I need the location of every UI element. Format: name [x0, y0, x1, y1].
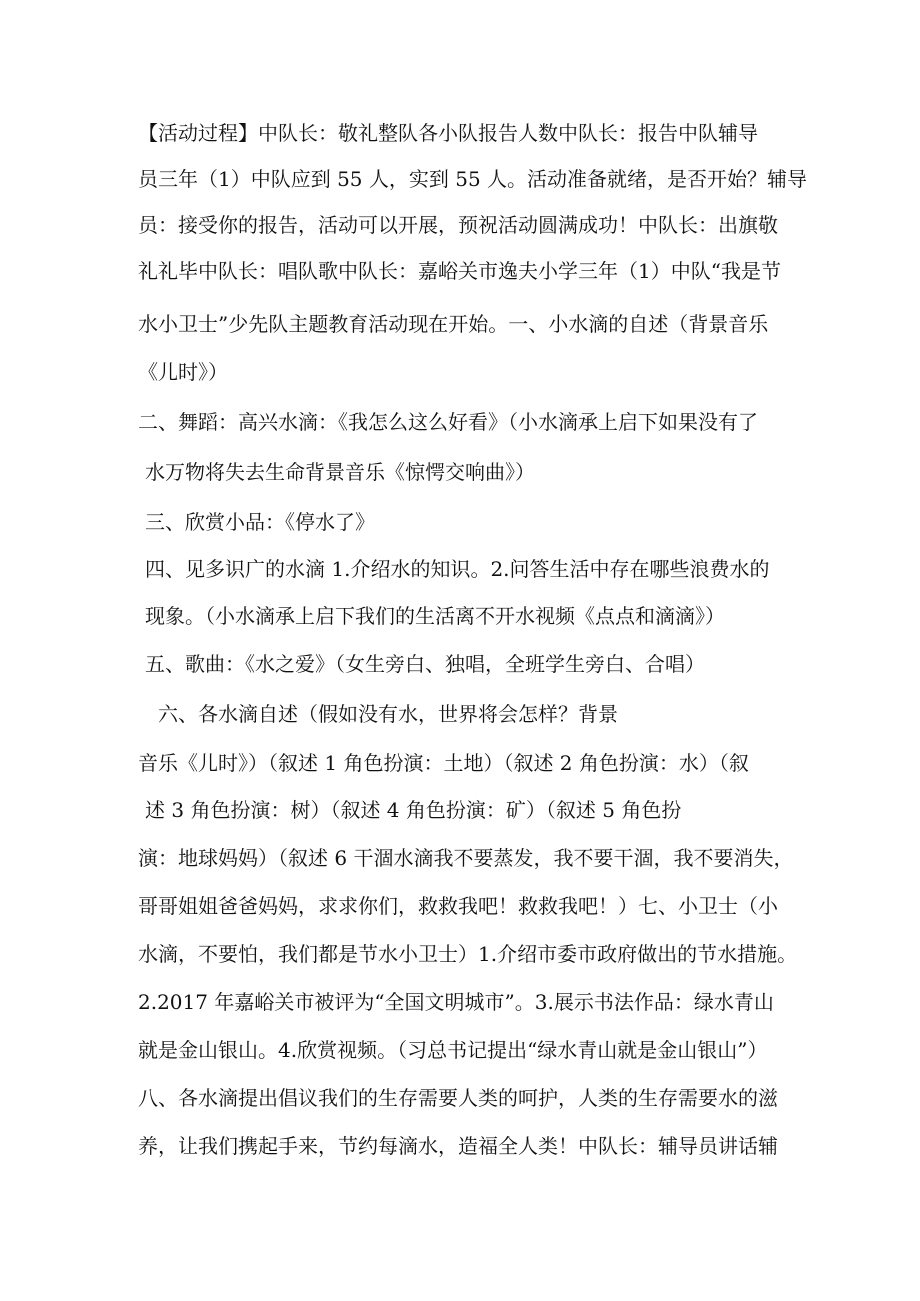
text-line: 述 3 角色扮演：树）（叙述 4 角色扮演：矿）（叙述 5 角色扮 — [145, 798, 682, 822]
text-line: 员三年（1）中队应到 55 人，实到 55 人。活动准备就绪，是否开始？辅导 — [138, 167, 808, 191]
text-line: 五、歌曲：《水之爱》（女生旁白、独唱，全班学生旁白、合唱） — [145, 652, 705, 676]
text-line: 二、舞蹈：高兴水滴：《我怎么这么好看》（小水滴承上启下如果没有了 — [138, 410, 758, 434]
text-line: 四、见多识广的水滴 1.介绍水的知识。2.问答生活中存在哪些浪费水的 — [145, 557, 770, 581]
text-line: 六、各水滴自述（假如没有水，世界将会怎样？背景 — [158, 702, 618, 726]
text-line: 音乐《儿时》）（叙述 1 角色扮演：土地）（叙述 2 角色扮演：水）（叙 — [138, 751, 749, 775]
text-line: 三、欣赏小品：《停水了》 — [145, 510, 375, 534]
text-line: 《儿时》） — [138, 360, 228, 384]
text-line: 【活动过程】中队长：敬礼整队各小队报告人数中队长：报告中队辅导 — [138, 121, 758, 145]
text-line: 演：地球妈妈）（叙述 6 干涸水滴我不要蒸发，我不要干涸，我不要消失， — [138, 846, 794, 870]
text-line: 哥哥姐姐爸爸妈妈，求求你们，救救我吧！救救我吧！）七、小卫士（小 — [138, 894, 778, 918]
text-line: 水万物将失去生命背景音乐《惊愕交响曲》） — [145, 460, 535, 484]
text-line: 员：接受你的报告，活动可以开展，预祝活动圆满成功！中队长：出旗敬 — [138, 213, 778, 237]
text-line: 礼礼毕中队长：唱队歌中队长：嘉峪关市逸夫小学三年（1）中队“我是节 — [138, 259, 781, 283]
text-line: 八、各水滴提出倡议我们的生存需要人类的呵护，人类的生存需要水的滋 — [138, 1086, 778, 1110]
text-line: 现象。（小水滴承上启下我们的生活离不开水视频《点点和滴滴》） — [145, 604, 725, 628]
text-line: 就是金山银山。4.欣赏视频。（习总书记提出“绿水青山就是金山银山”） — [138, 1038, 768, 1062]
text-line: 2.2017 年嘉峪关市被评为“全国文明城市”。3.展示书法作品：绿水青山 — [138, 990, 774, 1014]
text-line: 水滴，不要怕，我们都是节水小卫士）1.介绍市委市政府做出的节水措施。 — [138, 942, 798, 966]
text-line: 养，让我们携起手来，节约每滴水，造福全人类！中队长：辅导员讲话辅 — [138, 1134, 778, 1158]
text-line: 水小卫士”少先队主题教育活动现在开始。一、小水滴的自述（背景音乐 — [138, 312, 769, 336]
